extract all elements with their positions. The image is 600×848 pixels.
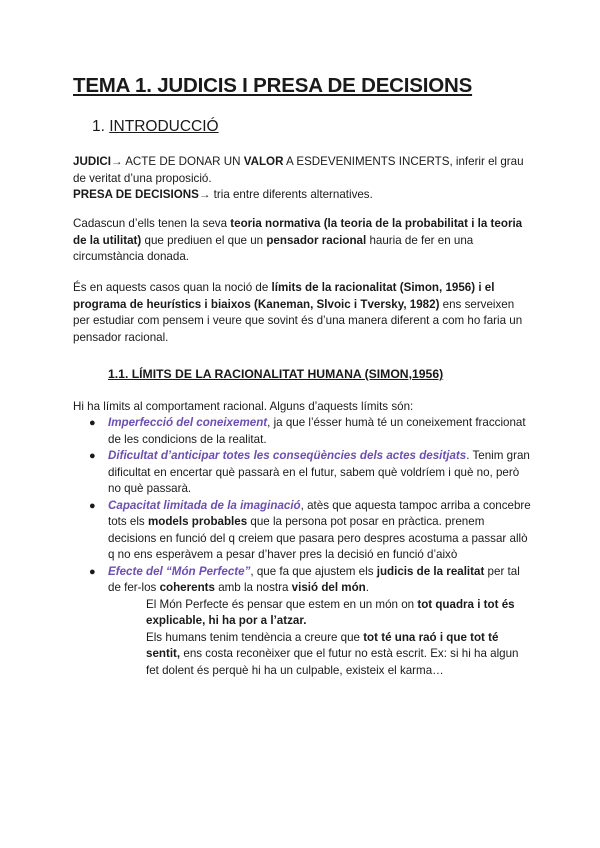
bold-span: teoria normativa (la teoria de la probabilitat i la teoria de la utilitat)	[73, 217, 523, 247]
section-heading-introduccio	[92, 118, 219, 136]
bold-span: pensador racional	[266, 233, 367, 247]
list-item	[73, 564, 533, 680]
text-span: , que fa que ajustem els	[250, 564, 377, 578]
text-span: Cadascun d’ells tenen la seva	[73, 217, 231, 230]
bold-span: límits de la racionalitat (Simon, 1956) i el programa de heurístics i biaixos (Kaneman, Slvoic i Tversky, 1982)	[73, 281, 495, 311]
bold-span: judicis de la realitat	[376, 564, 485, 578]
text-span: que la persona pot posar en pràctica. prenem decisions en funció del q creiem que pasara pero despres acostuma a passar allò q no ens esperàvem a pesar d’haver pres la decisió en funció d’això	[108, 515, 528, 561]
text-span: → ACTE DE DONAR UN	[111, 155, 244, 168]
subsection-heading-limits: 1.1. LÍMITS DE LA RACIONALITAT HUMANA (SIMON,1956)	[108, 367, 444, 381]
paragraph-judici	[73, 154, 533, 204]
text-span: amb la nostra	[214, 581, 292, 594]
term-valor: VALOR	[243, 155, 284, 168]
list-item	[73, 448, 533, 498]
text-span: A ESDEVENIMENTS INCERTS, inferir el grau de veritat d’una proposició.	[73, 155, 524, 185]
term-judici: JUDICI	[73, 155, 112, 168]
sub-paragraph-tendencia	[108, 630, 533, 680]
emphasis-span: Imperfecció del coneixement	[108, 416, 268, 429]
bullet-icon: ●	[89, 499, 96, 512]
limits-list	[73, 415, 533, 679]
text-span: ens serveixen per estudiar com pensem i veure que sovint és d’una manera diferent a com ho faria un pensador racional.	[73, 297, 523, 344]
section-title: INTRODUCCIÓ	[109, 118, 219, 135]
term-presa-decisions: PRESA DE DECISIONS	[73, 188, 199, 201]
limits-lead: Hi ha límits al comportament racional. Alguns d’aquests límits són:	[73, 400, 414, 413]
bullet-icon: ●	[89, 417, 96, 429]
text-span: → tria entre diferents alternatives.	[198, 188, 373, 201]
bold-span: tot quadra i tot és explicable, hi ha por a l’atzar.	[146, 597, 515, 627]
emphasis-span: Dificultat d’anticipar totes les conseqüències dels actes desitjats	[108, 449, 467, 462]
page-title: TEMA 1. JUDICIS I PRESA DE DECISIONS	[73, 74, 473, 97]
text-span: El Món Perfecte és pensar que estem en un món on	[146, 597, 418, 611]
text-span: , ja que l’ésser humà té un coneixement fraccionat de les condicions de la realitat.	[108, 416, 526, 446]
text-span: hauria de fer en una circumstància donada.	[73, 233, 474, 263]
sub-paragraph-mon-perfecte	[108, 597, 533, 630]
bold-span: models probables	[147, 515, 248, 528]
list-item	[73, 415, 533, 448]
text-span: Els humans tenim tendència a creure que	[146, 630, 364, 644]
text-span: ens costa reconèixer que el futur no està escrit. Ex: si hi ha algun fet dolent és perquè hi ha un culpable, existeix el karma…	[146, 647, 519, 677]
paragraph-limits	[73, 280, 533, 346]
paragraph-teoria-normativa	[73, 216, 533, 266]
emphasis-span: Capacitat limitada de la imaginació	[108, 498, 301, 512]
bullet-icon: ●	[89, 565, 96, 578]
text-span: .	[365, 581, 369, 594]
list-item	[73, 498, 533, 564]
text-span: per tal de fer-los	[108, 564, 520, 594]
text-span: , atès que aquesta tampoc arriba a concebre tots els	[108, 498, 531, 528]
emphasis-span: Efecte del “Món Perfecte”	[108, 564, 251, 578]
bold-span: tot té una raó i que tot té sentit,	[146, 630, 499, 660]
text-span: . Tenim gran dificultat en encertar què passarà en el futur, sabem què voldríem i què no, però no què passarà.	[108, 449, 530, 495]
section-number: 1.	[92, 118, 110, 135]
bullet-icon: ●	[89, 450, 96, 462]
bold-span: coherents	[159, 581, 215, 594]
text-span: És en aquests casos quan la noció de	[73, 281, 272, 294]
bold-span: visió del món	[291, 581, 366, 594]
text-span: que prediuen el que un	[141, 233, 267, 247]
